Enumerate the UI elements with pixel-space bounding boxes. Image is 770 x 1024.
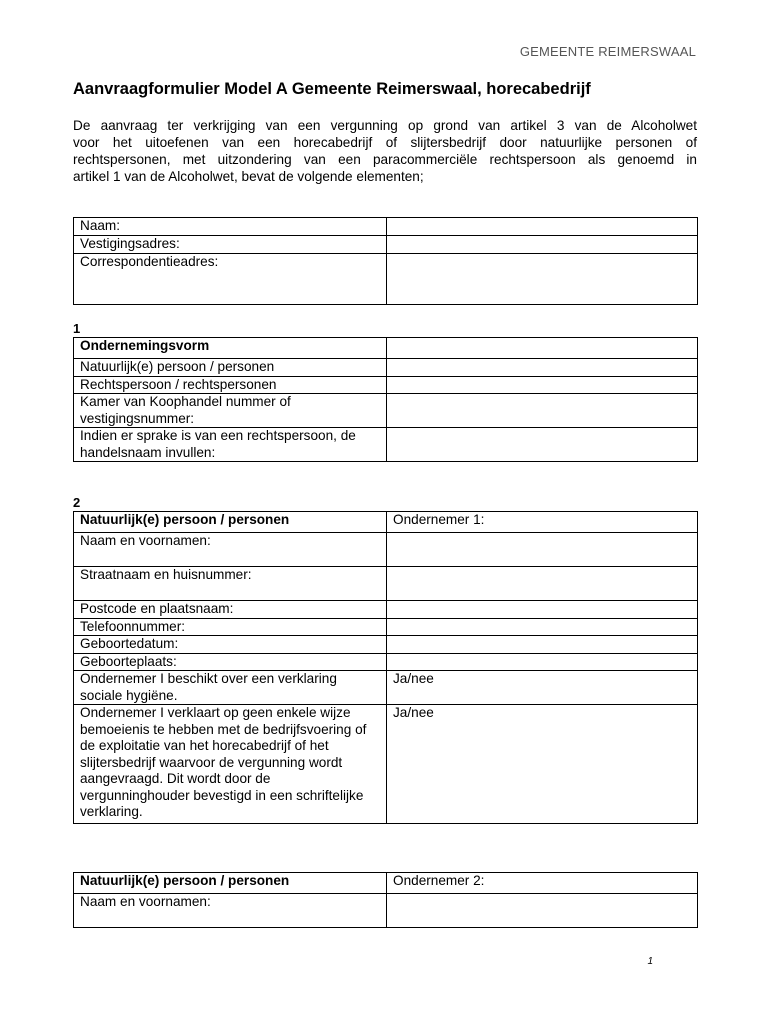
straat-field[interactable] <box>387 567 698 601</box>
ondernemer-1-table <box>73 511 698 824</box>
correspondentieadres-field[interactable] <box>387 253 698 304</box>
intro-line: artikel 1 van de Alcoholwet, bevat de volgende elementen; <box>73 169 424 184</box>
intro-paragraph <box>73 117 697 185</box>
vestigingsadres-label: Vestigingsadres: <box>74 236 387 254</box>
ondernemingsvorm-table <box>73 337 698 462</box>
vestigingsadres-field[interactable] <box>387 236 698 254</box>
ondernemer-2-table <box>73 872 698 928</box>
naam-voornamen-field[interactable] <box>387 894 698 928</box>
hygiene-label: Ondernemer I beschikt over een verklaring sociale hygiëne. <box>74 671 387 705</box>
section-heading: Natuurlijk(e) persoon / personen <box>74 512 387 533</box>
section-number: 1 <box>73 321 81 336</box>
geboortedatum-label: Geboortedatum: <box>74 636 387 654</box>
kvk-label: Kamer van Koophandel nummer of vestigingsnummer: <box>74 394 387 428</box>
intro-line: voor het uitoefenen van een horecabedrijf of slijtersbedrijf door natuurlijke personen of <box>73 135 697 150</box>
kvk-field[interactable] <box>387 394 698 428</box>
hygiene-answer[interactable]: Ja/nee <box>387 671 698 705</box>
verklaring-label: Ondernemer I verklaart op geen enkele wijze bemoeienis te hebben met de bedrijfsvoering of de exploitatie van het horecabedrijf of het slijtersbedrijf waarvoor de vergunning wordt aangevraagd. Dit wordt door de vergunninghouder bevestigd in een schriftelijke verklaring. <box>74 705 387 824</box>
municipality-header: GEMEENTE REIMERSWAAL <box>519 44 696 59</box>
straat-label: Straatnaam en huisnummer: <box>74 567 387 601</box>
page-title: Aanvraagformulier Model A Gemeente Reimerswaal, horecabedrijf <box>73 80 591 98</box>
rechtspersoon-label: Rechtspersoon / rechtspersonen <box>74 376 387 394</box>
telefoon-field[interactable] <box>387 618 698 636</box>
natuurlijk-persoon-field[interactable] <box>387 359 698 377</box>
section-heading: Natuurlijk(e) persoon / personen <box>74 873 387 894</box>
natuurlijk-persoon-label: Natuurlijk(e) persoon / personen <box>74 359 387 377</box>
postcode-label: Postcode en plaatsnaam: <box>74 601 387 619</box>
section-heading: Ondernemingsvorm <box>74 338 387 359</box>
intro-line: rechtspersonen, met uitzondering van een paracommerciële rechtspersoon als genoemd in <box>73 152 697 167</box>
geboortedatum-field[interactable] <box>387 636 698 654</box>
geboorteplaats-label: Geboorteplaats: <box>74 653 387 671</box>
postcode-field[interactable] <box>387 601 698 619</box>
naam-voornamen-field[interactable] <box>387 533 698 567</box>
general-info-table <box>73 217 698 305</box>
naam-field[interactable] <box>387 218 698 236</box>
handelsnaam-field[interactable] <box>387 428 698 462</box>
page-number: 1 <box>647 956 653 967</box>
naam-label: Naam: <box>74 218 387 236</box>
ondernemer-1-label: Ondernemer 1: <box>387 512 698 533</box>
intro-line: De aanvraag ter verkrijging van een vergunning op grond van artikel 3 van de Alcoholwet <box>73 118 697 133</box>
verklaring-answer[interactable]: Ja/nee <box>387 705 698 824</box>
telefoon-label: Telefoonnummer: <box>74 618 387 636</box>
naam-voornamen-label: Naam en voornamen: <box>74 533 387 567</box>
handelsnaam-label: Indien er sprake is van een rechtspersoon, de handelsnaam invullen: <box>74 428 387 462</box>
section-number: 2 <box>73 495 81 510</box>
geboorteplaats-field[interactable] <box>387 653 698 671</box>
rechtspersoon-field[interactable] <box>387 376 698 394</box>
correspondentieadres-label: Correspondentieadres: <box>74 253 387 304</box>
ondernemer-2-label: Ondernemer 2: <box>387 873 698 894</box>
naam-voornamen-label: Naam en voornamen: <box>74 894 387 928</box>
section-heading-field <box>387 338 698 359</box>
